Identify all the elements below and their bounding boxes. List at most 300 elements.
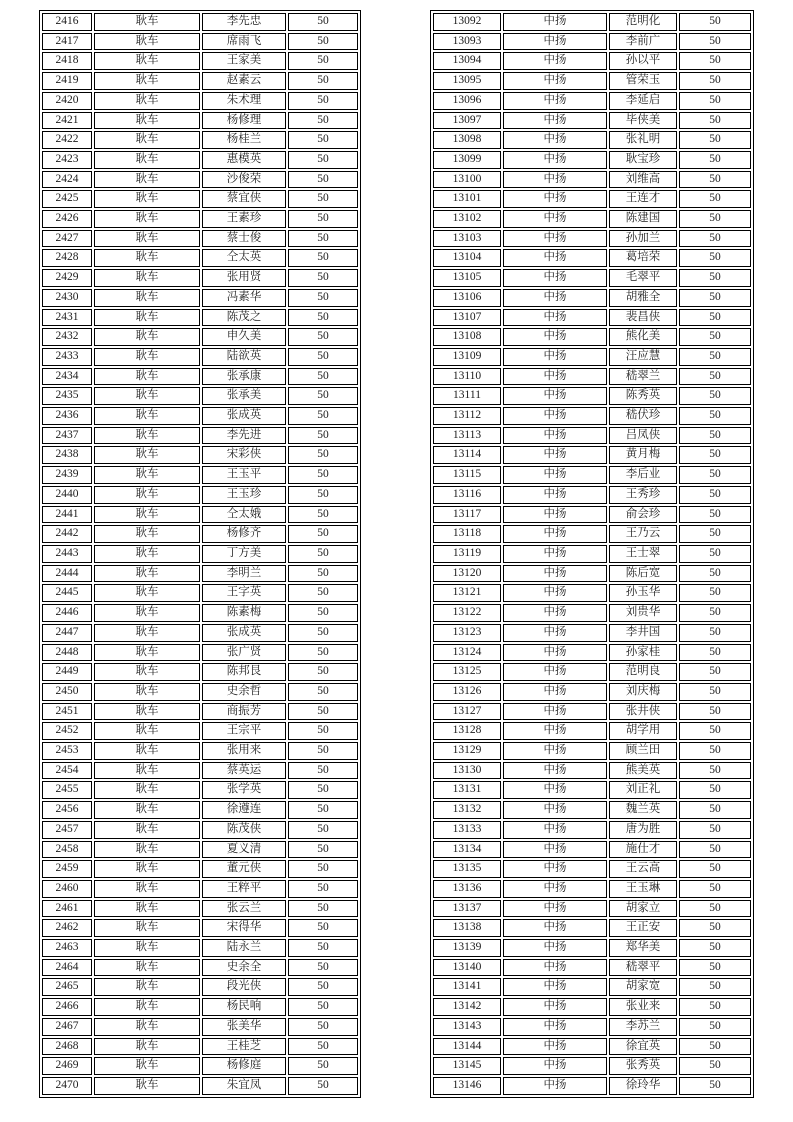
- id-cell: 2416: [42, 13, 92, 31]
- value-cell: 50: [288, 1057, 358, 1075]
- id-cell: 2420: [42, 92, 92, 110]
- id-cell: 2426: [42, 210, 92, 228]
- table-row: [433, 998, 751, 1016]
- value-cell: 50: [288, 624, 358, 642]
- id-cell: 2469: [42, 1057, 92, 1075]
- group-cell: 耿车: [94, 486, 200, 504]
- name-cell: 王玉琳: [609, 880, 677, 898]
- id-cell: 2444: [42, 565, 92, 583]
- table-row: [42, 269, 358, 287]
- id-cell: 2467: [42, 1018, 92, 1036]
- table-row: [42, 781, 358, 799]
- id-cell: 13098: [433, 131, 501, 149]
- table-row: [42, 446, 358, 464]
- value-cell: 50: [679, 604, 751, 622]
- group-cell: 耿车: [94, 919, 200, 937]
- group-cell: 耿车: [94, 190, 200, 208]
- value-cell: 50: [288, 1018, 358, 1036]
- group-cell: 中扬: [503, 486, 607, 504]
- value-cell: 50: [679, 72, 751, 90]
- value-cell: 50: [679, 190, 751, 208]
- table-row: [433, 781, 751, 799]
- name-cell: 张云兰: [202, 900, 286, 918]
- name-cell: 熊化美: [609, 328, 677, 346]
- group-cell: 中扬: [503, 171, 607, 189]
- group-cell: 耿车: [94, 683, 200, 701]
- table-row: [42, 683, 358, 701]
- group-cell: 中扬: [503, 112, 607, 130]
- value-cell: 50: [288, 565, 358, 583]
- table-row: [433, 466, 751, 484]
- name-cell: 王玉珍: [202, 486, 286, 504]
- name-cell: 孙加兰: [609, 230, 677, 248]
- name-cell: 陈茂之: [202, 309, 286, 327]
- table-row: [433, 427, 751, 445]
- group-cell: 耿车: [94, 939, 200, 957]
- table-row: [433, 683, 751, 701]
- table-row: [42, 1057, 358, 1075]
- group-cell: 中扬: [503, 703, 607, 721]
- id-cell: 13097: [433, 112, 501, 130]
- group-cell: 中扬: [503, 269, 607, 287]
- table-row: [42, 978, 358, 996]
- value-cell: 50: [679, 506, 751, 524]
- group-cell: 耿车: [94, 249, 200, 267]
- id-cell: 2464: [42, 959, 92, 977]
- value-cell: 50: [679, 92, 751, 110]
- value-cell: 50: [679, 486, 751, 504]
- table-row: [42, 545, 358, 563]
- value-cell: 50: [288, 939, 358, 957]
- name-cell: 仝太娥: [202, 506, 286, 524]
- group-cell: 中扬: [503, 92, 607, 110]
- table-row: [433, 309, 751, 327]
- value-cell: 50: [679, 289, 751, 307]
- value-cell: 50: [679, 33, 751, 51]
- value-cell: 50: [679, 860, 751, 878]
- name-cell: 张学英: [202, 781, 286, 799]
- value-cell: 50: [679, 978, 751, 996]
- name-cell: 嵇翠兰: [609, 368, 677, 386]
- name-cell: 李前广: [609, 33, 677, 51]
- id-cell: 2430: [42, 289, 92, 307]
- name-cell: 杨桂兰: [202, 131, 286, 149]
- name-cell: 陈茂侠: [202, 821, 286, 839]
- group-cell: 耿车: [94, 52, 200, 70]
- table-row: [42, 72, 358, 90]
- group-cell: 耿车: [94, 427, 200, 445]
- table-row: [433, 112, 751, 130]
- table-row: [42, 328, 358, 346]
- value-cell: 50: [679, 1038, 751, 1056]
- name-cell: 宋彩侠: [202, 446, 286, 464]
- name-cell: 王连才: [609, 190, 677, 208]
- name-cell: 商振芳: [202, 703, 286, 721]
- group-cell: 中扬: [503, 959, 607, 977]
- id-cell: 13116: [433, 486, 501, 504]
- group-cell: 耿车: [94, 703, 200, 721]
- value-cell: 50: [288, 644, 358, 662]
- group-cell: 耿车: [94, 466, 200, 484]
- id-cell: 13139: [433, 939, 501, 957]
- group-cell: 耿车: [94, 407, 200, 425]
- table-row: [42, 663, 358, 681]
- group-cell: 中扬: [503, 978, 607, 996]
- id-cell: 13093: [433, 33, 501, 51]
- table-row: [433, 210, 751, 228]
- name-cell: 李苏兰: [609, 1018, 677, 1036]
- table-row: [42, 722, 358, 740]
- group-cell: 中扬: [503, 683, 607, 701]
- value-cell: 50: [679, 565, 751, 583]
- name-cell: 黄月梅: [609, 446, 677, 464]
- id-cell: 13113: [433, 427, 501, 445]
- group-cell: 耿车: [94, 900, 200, 918]
- name-cell: 王粹平: [202, 880, 286, 898]
- name-cell: 范明化: [609, 13, 677, 31]
- name-cell: 赵素云: [202, 72, 286, 90]
- value-cell: 50: [679, 584, 751, 602]
- value-cell: 50: [288, 742, 358, 760]
- table-row: [42, 151, 358, 169]
- name-cell: 李井国: [609, 624, 677, 642]
- table-row: [42, 427, 358, 445]
- id-cell: 13118: [433, 525, 501, 543]
- name-cell: 王士翠: [609, 545, 677, 563]
- value-cell: 50: [679, 545, 751, 563]
- value-cell: 50: [288, 781, 358, 799]
- id-cell: 2435: [42, 387, 92, 405]
- table-row: [42, 959, 358, 977]
- table-row: [42, 525, 358, 543]
- id-cell: 2433: [42, 348, 92, 366]
- table-row: [433, 348, 751, 366]
- name-cell: 嵇伏珍: [609, 407, 677, 425]
- group-cell: 耿车: [94, 545, 200, 563]
- group-cell: 耿车: [94, 762, 200, 780]
- value-cell: 50: [679, 722, 751, 740]
- name-cell: 董元侠: [202, 860, 286, 878]
- name-cell: 陈后宽: [609, 565, 677, 583]
- group-cell: 耿车: [94, 1077, 200, 1095]
- group-cell: 耿车: [94, 210, 200, 228]
- name-cell: 李后业: [609, 466, 677, 484]
- value-cell: 50: [288, 900, 358, 918]
- name-cell: 张用来: [202, 742, 286, 760]
- group-cell: 耿车: [94, 742, 200, 760]
- value-cell: 50: [288, 92, 358, 110]
- value-cell: 50: [288, 998, 358, 1016]
- name-cell: 史余哲: [202, 683, 286, 701]
- id-cell: 13101: [433, 190, 501, 208]
- name-cell: 杨修庭: [202, 1057, 286, 1075]
- value-cell: 50: [679, 663, 751, 681]
- name-cell: 王玉平: [202, 466, 286, 484]
- group-cell: 耿车: [94, 171, 200, 189]
- name-cell: 王秀珍: [609, 486, 677, 504]
- group-cell: 耿车: [94, 624, 200, 642]
- name-cell: 杨修齐: [202, 525, 286, 543]
- id-cell: 13137: [433, 900, 501, 918]
- value-cell: 50: [679, 131, 751, 149]
- table-row: [42, 1038, 358, 1056]
- value-cell: 50: [679, 269, 751, 287]
- name-cell: 张井侠: [609, 703, 677, 721]
- value-cell: 50: [288, 171, 358, 189]
- value-cell: 50: [679, 939, 751, 957]
- value-cell: 50: [288, 309, 358, 327]
- id-cell: 13145: [433, 1057, 501, 1075]
- group-cell: 耿车: [94, 131, 200, 149]
- table-row: [433, 131, 751, 149]
- value-cell: 50: [288, 230, 358, 248]
- value-cell: 50: [288, 328, 358, 346]
- group-cell: 耿车: [94, 112, 200, 130]
- group-cell: 中扬: [503, 801, 607, 819]
- name-cell: 范明良: [609, 663, 677, 681]
- id-cell: 13119: [433, 545, 501, 563]
- id-cell: 13109: [433, 348, 501, 366]
- table-row: [42, 348, 358, 366]
- value-cell: 50: [288, 446, 358, 464]
- table-row: [42, 762, 358, 780]
- table-row: [42, 821, 358, 839]
- name-cell: 夏义清: [202, 841, 286, 859]
- value-cell: 50: [679, 919, 751, 937]
- table-row: [433, 604, 751, 622]
- table-row: [42, 33, 358, 51]
- name-cell: 郑华美: [609, 939, 677, 957]
- value-cell: 50: [679, 525, 751, 543]
- name-cell: 陆永兰: [202, 939, 286, 957]
- group-cell: 中扬: [503, 900, 607, 918]
- name-cell: 蔡英运: [202, 762, 286, 780]
- id-cell: 13130: [433, 762, 501, 780]
- table-row: [433, 939, 751, 957]
- table-row: [433, 584, 751, 602]
- id-cell: 2450: [42, 683, 92, 701]
- value-cell: 50: [288, 466, 358, 484]
- id-cell: 2429: [42, 269, 92, 287]
- value-cell: 50: [679, 624, 751, 642]
- group-cell: 中扬: [503, 545, 607, 563]
- group-cell: 中扬: [503, 466, 607, 484]
- table-row: [42, 407, 358, 425]
- table-row: [433, 289, 751, 307]
- id-cell: 13129: [433, 742, 501, 760]
- group-cell: 中扬: [503, 841, 607, 859]
- table-row: [433, 13, 751, 31]
- id-cell: 2443: [42, 545, 92, 563]
- table-row: [42, 210, 358, 228]
- value-cell: 50: [679, 171, 751, 189]
- value-cell: 50: [288, 722, 358, 740]
- value-cell: 50: [288, 52, 358, 70]
- table-row: [42, 1018, 358, 1036]
- name-cell: 李先忠: [202, 13, 286, 31]
- value-cell: 50: [679, 821, 751, 839]
- value-cell: 50: [288, 1038, 358, 1056]
- value-cell: 50: [288, 210, 358, 228]
- name-cell: 徐宜英: [609, 1038, 677, 1056]
- id-cell: 2442: [42, 525, 92, 543]
- id-cell: 2434: [42, 368, 92, 386]
- name-cell: 蔡宜侠: [202, 190, 286, 208]
- group-cell: 耿车: [94, 998, 200, 1016]
- table-row: [42, 919, 358, 937]
- group-cell: 耿车: [94, 959, 200, 977]
- name-cell: 席雨飞: [202, 33, 286, 51]
- name-cell: 管荣玉: [609, 72, 677, 90]
- group-cell: 中扬: [503, 644, 607, 662]
- value-cell: 50: [288, 33, 358, 51]
- table-row: [433, 900, 751, 918]
- name-cell: 冯素华: [202, 289, 286, 307]
- name-cell: 魏兰英: [609, 801, 677, 819]
- id-cell: 13144: [433, 1038, 501, 1056]
- name-cell: 嵇翠平: [609, 959, 677, 977]
- value-cell: 50: [679, 446, 751, 464]
- value-cell: 50: [679, 52, 751, 70]
- table-row: [433, 703, 751, 721]
- id-cell: 2431: [42, 309, 92, 327]
- name-cell: 张礼明: [609, 131, 677, 149]
- value-cell: 50: [679, 112, 751, 130]
- group-cell: 耿车: [94, 1038, 200, 1056]
- id-cell: 13143: [433, 1018, 501, 1036]
- value-cell: 50: [288, 821, 358, 839]
- name-cell: 唐为胜: [609, 821, 677, 839]
- table-row: [42, 565, 358, 583]
- table-row: [42, 624, 358, 642]
- value-cell: 50: [288, 348, 358, 366]
- group-cell: 耿车: [94, 289, 200, 307]
- value-cell: 50: [679, 368, 751, 386]
- id-cell: 13120: [433, 565, 501, 583]
- id-cell: 13140: [433, 959, 501, 977]
- id-cell: 13111: [433, 387, 501, 405]
- id-cell: 2454: [42, 762, 92, 780]
- group-cell: 耿车: [94, 506, 200, 524]
- value-cell: 50: [679, 407, 751, 425]
- group-cell: 中扬: [503, 309, 607, 327]
- id-cell: 2445: [42, 584, 92, 602]
- name-cell: 朱术理: [202, 92, 286, 110]
- table-row: [433, 821, 751, 839]
- name-cell: 毛翠平: [609, 269, 677, 287]
- table-row: [42, 584, 358, 602]
- value-cell: 50: [288, 269, 358, 287]
- table-row: [433, 1077, 751, 1095]
- group-cell: 中扬: [503, 151, 607, 169]
- name-cell: 陈秀英: [609, 387, 677, 405]
- value-cell: 50: [288, 72, 358, 90]
- table-row: [42, 13, 358, 31]
- id-cell: 13132: [433, 801, 501, 819]
- table-row: [433, 33, 751, 51]
- name-cell: 顾兰田: [609, 742, 677, 760]
- value-cell: 50: [288, 604, 358, 622]
- name-cell: 胡雅全: [609, 289, 677, 307]
- table-row: [433, 565, 751, 583]
- table-row: [433, 742, 751, 760]
- table-row: [433, 644, 751, 662]
- table-row: [42, 92, 358, 110]
- table-row: [433, 249, 751, 267]
- group-cell: 中扬: [503, 1077, 607, 1095]
- roster-table-right: [430, 10, 754, 1098]
- group-cell: 中扬: [503, 663, 607, 681]
- name-cell: 蔡士俊: [202, 230, 286, 248]
- group-cell: 中扬: [503, 998, 607, 1016]
- id-cell: 13123: [433, 624, 501, 642]
- table-row: [42, 368, 358, 386]
- id-cell: 13146: [433, 1077, 501, 1095]
- id-cell: 13103: [433, 230, 501, 248]
- table-row: [433, 506, 751, 524]
- table-row: [433, 486, 751, 504]
- value-cell: 50: [679, 644, 751, 662]
- table-row: [433, 387, 751, 405]
- name-cell: 王字英: [202, 584, 286, 602]
- id-cell: 2441: [42, 506, 92, 524]
- value-cell: 50: [679, 959, 751, 977]
- group-cell: 耿车: [94, 525, 200, 543]
- group-cell: 耿车: [94, 33, 200, 51]
- group-cell: 中扬: [503, 131, 607, 149]
- name-cell: 张承康: [202, 368, 286, 386]
- table-row: [42, 171, 358, 189]
- name-cell: 陆欲英: [202, 348, 286, 366]
- table-row: [42, 998, 358, 1016]
- value-cell: 50: [288, 801, 358, 819]
- table-row: [42, 466, 358, 484]
- group-cell: 中扬: [503, 880, 607, 898]
- id-cell: 2452: [42, 722, 92, 740]
- name-cell: 胡家宽: [609, 978, 677, 996]
- group-cell: 中扬: [503, 762, 607, 780]
- group-cell: 耿车: [94, 663, 200, 681]
- value-cell: 50: [288, 584, 358, 602]
- value-cell: 50: [288, 525, 358, 543]
- name-cell: 孙家桂: [609, 644, 677, 662]
- group-cell: 中扬: [503, 446, 607, 464]
- group-cell: 中扬: [503, 13, 607, 31]
- table-row: [433, 860, 751, 878]
- group-cell: 中扬: [503, 1038, 607, 1056]
- group-cell: 中扬: [503, 584, 607, 602]
- table-row: [42, 289, 358, 307]
- id-cell: 2465: [42, 978, 92, 996]
- name-cell: 陈邦艮: [202, 663, 286, 681]
- group-cell: 耿车: [94, 151, 200, 169]
- group-cell: 耿车: [94, 446, 200, 464]
- id-cell: 2460: [42, 880, 92, 898]
- group-cell: 中扬: [503, 506, 607, 524]
- group-cell: 耿车: [94, 841, 200, 859]
- table-row: [433, 624, 751, 642]
- name-cell: 施仕才: [609, 841, 677, 859]
- name-cell: 王家美: [202, 52, 286, 70]
- id-cell: 13138: [433, 919, 501, 937]
- table-row: [433, 1057, 751, 1075]
- group-cell: 中扬: [503, 722, 607, 740]
- group-cell: 耿车: [94, 309, 200, 327]
- value-cell: 50: [679, 703, 751, 721]
- id-cell: 2423: [42, 151, 92, 169]
- name-cell: 刘维高: [609, 171, 677, 189]
- table-row: [433, 1038, 751, 1056]
